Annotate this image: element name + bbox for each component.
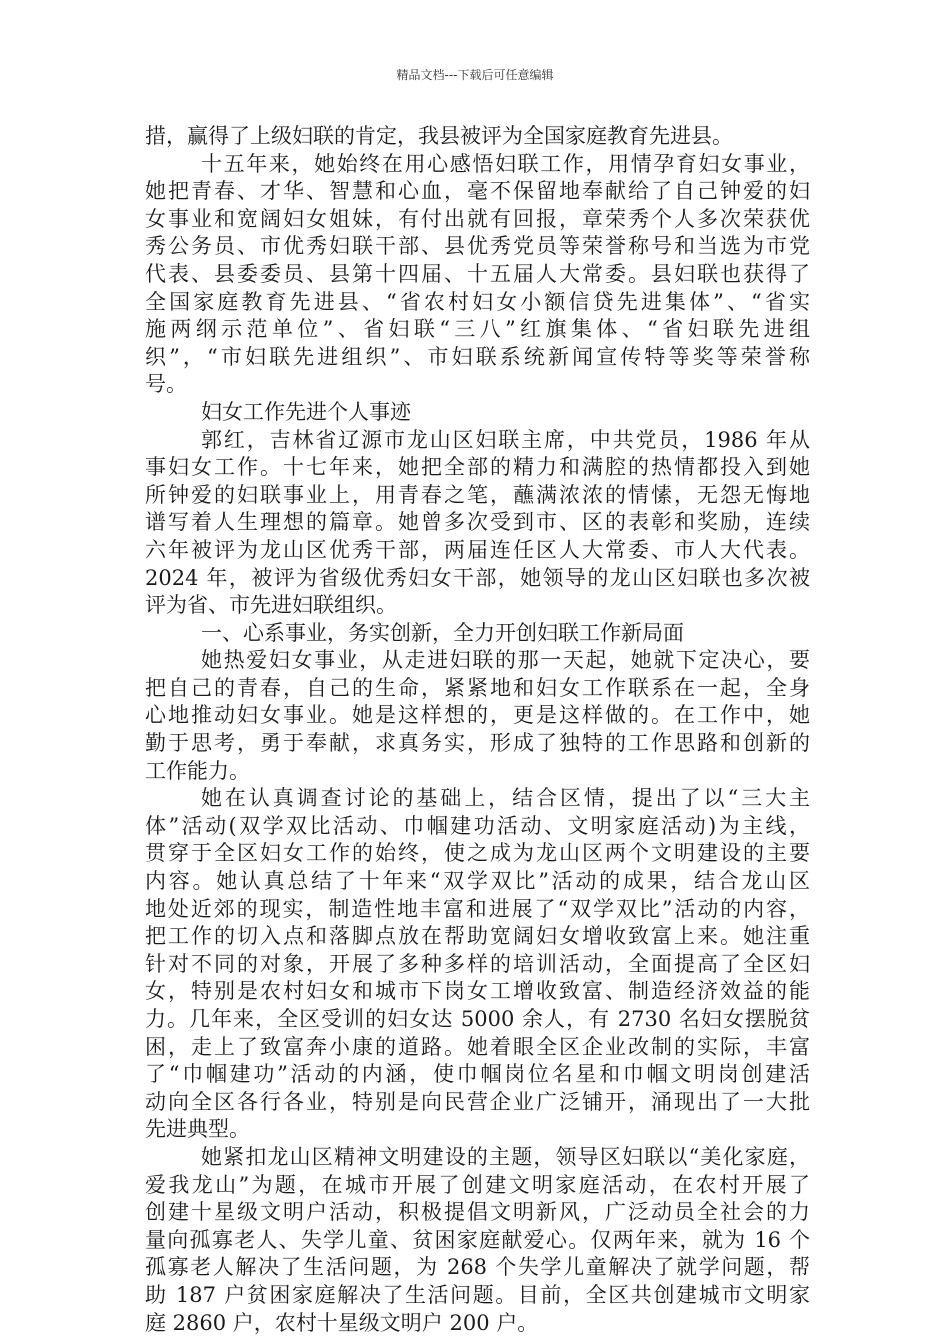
text-line: 把自己的青春，自己的生命，紧紧地和妇女工作联系在一起，全身 [145, 675, 810, 700]
text-line: 体”活动(双学双比活动、巾帼建功活动、文明家庭活动)为主线， [145, 813, 810, 838]
text-line: 施两纲示范单位”、省妇联“三八”红旗集体、“省妇联先进组 [145, 317, 810, 342]
section-heading [145, 620, 810, 648]
text-line: 她在认真调查讨论的基础上，结合区情，提出了以“三大主 [201, 786, 810, 811]
text-line: 妇女工作先进个人事迹 [201, 399, 411, 424]
text-line: 一、心系事业，务实创新，全力开创妇联工作新局面 [201, 620, 684, 645]
text-line: 谱写着人生理想的篇章。她曾多次受到市、区的表彰和奖励，连续 [145, 510, 810, 535]
text-line: 了“巾帼建功”活动的内涵，使巾帼岗位名星和巾帼文明岗创建活 [145, 1062, 810, 1087]
text-line: 十五年来，她始终在用心感悟妇联工作，用情孕育妇女事业， [201, 151, 810, 176]
text-line: 评为省、市先进妇联组织。 [145, 593, 397, 618]
text-line: 内容。她认真总结了十年来“双学双比”活动的成果，结合龙山区 [145, 869, 810, 894]
document-body [145, 123, 810, 1337]
text-line: 爱我龙山”为题，在城市开展了创建文明家庭活动，在农村开展了 [145, 1172, 810, 1197]
text-line: 全国家庭教育先进县、“省农村妇女小额信贷先进集体”、“省实 [145, 289, 810, 314]
text-line: 贯穿于全区妇女工作的始终，使之成为龙山区两个文明建设的主要 [145, 841, 810, 866]
paragraph [145, 647, 810, 785]
text-line: 心地推动妇女事业。她是这样想的，更是这样做的。在工作中，她 [145, 703, 810, 728]
text-line: 她紧扣龙山区精神文明建设的主题，领导区妇联以“美化家庭， [201, 1144, 810, 1169]
text-line: 把工作的切入点和落脚点放在帮助宽阔妇女增收致富上来。她注重 [145, 924, 810, 949]
text-line: 六年被评为龙山区优秀干部，两届连任区人大常委、市人大代表。 [145, 537, 810, 562]
paragraph [145, 151, 810, 399]
text-line: 孤寡老人解决了生活问题，为 268 个失学儿童解决了就学问题，帮 [145, 1255, 810, 1280]
text-line: 勤于思考，勇于奉献，求真务实，形成了独特的工作思路和创新的 [145, 731, 810, 756]
text-line: 力。几年来，全区受训的妇女达 5000 余人，有 2730 名妇女摆脱贫 [145, 1007, 810, 1031]
paragraph [145, 123, 810, 151]
text-line: 女，特别是农村妇女和城市下岗女工增收致富、制造经济效益的能 [145, 979, 810, 1004]
text-line: 庭 2860 户，农村十星级文明户 200 户。 [145, 1310, 539, 1335]
text-line: 先进典型。 [145, 1117, 250, 1142]
paragraph [145, 785, 810, 1144]
text-line: 创建十星级文明户活动，积极提倡文明新风，广泛动员全社会的力 [145, 1200, 810, 1225]
text-line: 措，赢得了上级妇联的肯定，我县被评为全国家庭教育先进县。 [145, 124, 733, 148]
text-line: 郭红，吉林省辽源市龙山区妇联主席，中共党员，1986 年从 [201, 427, 810, 452]
text-line: 代表、县委委员、县第十四届、十五届人大常委。县妇联也获得了 [145, 261, 810, 286]
text-line: 2024 年，被评为省级优秀妇女干部，她领导的龙山区妇联也多次被 [145, 565, 810, 590]
text-line: 助 187 户贫困家庭解决了生活问题。目前，全区共创建城市文明家 [145, 1282, 810, 1307]
text-line: 事妇女工作。十七年来，她把全部的精力和满腔的热情都投入到她 [145, 455, 810, 480]
text-line: 织”，“市妇联先进组织”、市妇联系统新闻宣传特等奖等荣誉称 [145, 344, 810, 369]
text-line: 号。 [145, 372, 187, 397]
page-header: 精品文档---下载后可任意编辑 [396, 68, 554, 82]
text-line: 工作能力。 [145, 758, 250, 783]
paragraph [145, 1144, 810, 1337]
text-line: 量向孤寡老人、失学儿童、贫困家庭献爱心。仅两年来，就为 16 个 [145, 1227, 810, 1252]
text-line: 她热爱妇女事业，从走进妇联的那一天起，她就下定决心，要 [201, 648, 810, 673]
text-line: 困，走上了致富奔小康的道路。她着眼全区企业改制的实际，丰富 [145, 1034, 810, 1059]
section-title [145, 399, 810, 427]
text-line: 地处近郊的现实，制造性地丰富和进展了“双学双比”活动的内容， [145, 896, 810, 921]
text-line: 她把青春、才华、智慧和心血，毫不保留地奉献给了自己钟爱的妇 [145, 179, 810, 204]
text-line: 动向全区各行各业，特别是向民营企业广泛铺开，涌现出了一大批 [145, 1089, 810, 1114]
text-line: 女事业和宽阔妇女姐妹，有付出就有回报，章荣秀个人多次荣获优 [145, 206, 810, 231]
text-line: 针对不同的对象，开展了多种多样的培训活动，全面提高了全区妇 [145, 951, 810, 976]
text-line: 所钟爱的妇联事业上，用青春之笔，蘸满浓浓的情愫，无怨无悔地 [145, 482, 810, 507]
text-line: 秀公务员、市优秀妇联干部、县优秀党员等荣誉称号和当选为市党 [145, 234, 810, 259]
paragraph [145, 427, 810, 620]
